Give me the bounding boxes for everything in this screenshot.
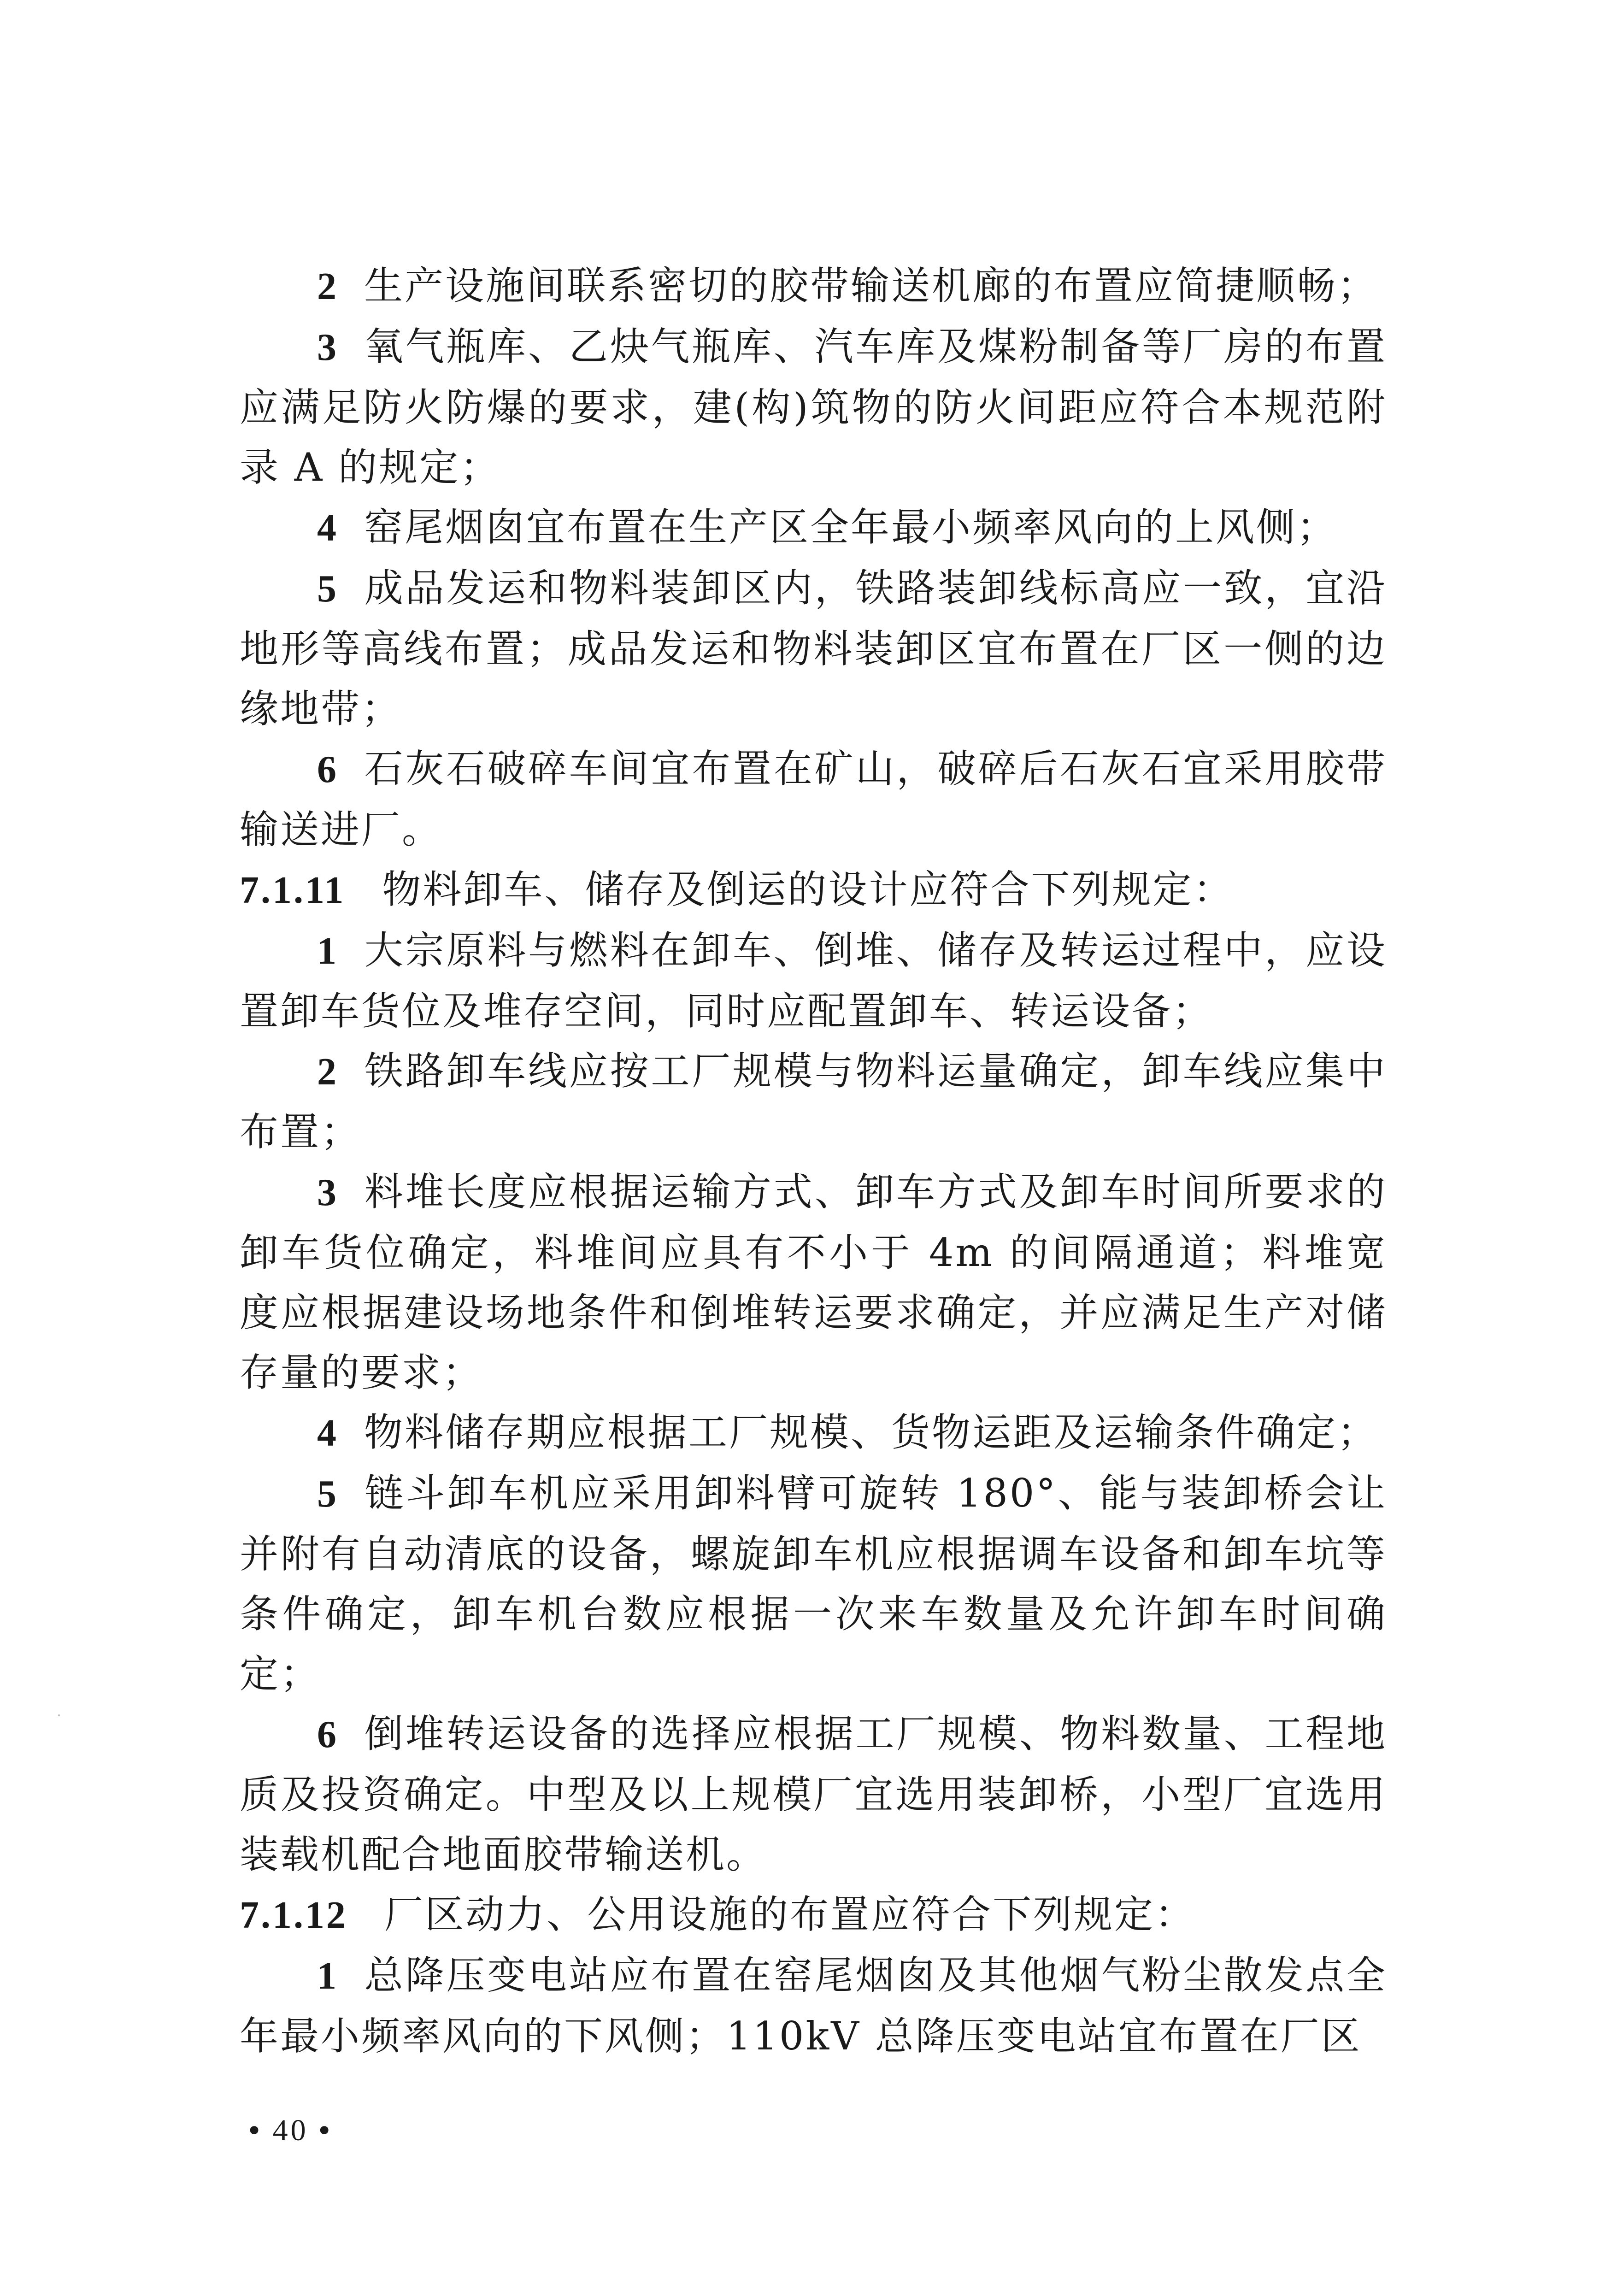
item-text: 成品发运和物料装卸区内，铁路装卸线标高应一致，宜沿地形等高线布置；成品发运和物料装卸区宜布置在厂区一侧的边缘地带； — [240, 565, 1387, 731]
item-number: 4 — [317, 506, 338, 549]
item-number: 4 — [317, 1412, 338, 1454]
item-text: 石灰石破碎车间宜布置在矿山，破碎后石灰石宜采用胶带输送进厂。 — [240, 746, 1387, 852]
clause-text: 物料卸车、储存及倒运的设计应符合下列规定： — [382, 867, 1234, 912]
list-item — [240, 256, 1387, 317]
page-number — [249, 2113, 332, 2148]
list-item — [240, 920, 1387, 1041]
item-text: 料堆长度应根据运输方式、卸车方式及卸车时间所要求的卸车货位确定，料堆间应具有不小于 4m 的间隔通道；料堆宽度应根据建设场地条件和倒堆转运要求确定，并应满足生产对储存量的要求； — [240, 1169, 1387, 1395]
list-item — [240, 1162, 1387, 1402]
clause-text: 厂区动力、公用设施的布置应符合下列规定： — [384, 1892, 1196, 1937]
list-item — [240, 1704, 1387, 1884]
item-text: 铁路卸车线应按工厂规模与物料运量确定，卸车线应集中布置； — [240, 1048, 1387, 1154]
clause-heading — [240, 1884, 1387, 1945]
list-item — [240, 1945, 1387, 2066]
list-item — [240, 1041, 1387, 1162]
item-number: 1 — [317, 1955, 338, 1997]
item-number: 5 — [317, 1472, 338, 1515]
list-item — [240, 558, 1387, 739]
item-text: 大宗原料与燃料在卸车、倒堆、储存及转运过程中，应设置卸车货位及堆存空间，同时应配置卸车、转运设备； — [240, 928, 1387, 1034]
item-text: 生产设施间联系密切的胶带输送机廊的布置应简捷顺畅； — [364, 263, 1378, 308]
item-text: 链斗卸车机应采用卸料臂可旋转 180°、能与装卸桥会让并附有自动清底的设备，螺旋卸车机应根据调车设备和卸车坑等条件确定，卸车机台数应根据一次来车数量及允许卸车时间确定； — [240, 1471, 1387, 1696]
item-text: 倒堆转运设备的选择应根据工厂规模、物料数量、工程地质及投资确定。中型及以上规模厂宜选用装卸桥，小型厂宜选用装载机配合地面胶带输送机。 — [240, 1711, 1387, 1877]
clause-number: 7.1.11 — [240, 869, 346, 912]
list-item — [240, 739, 1387, 860]
item-number: 6 — [317, 748, 338, 791]
item-number: 2 — [317, 1050, 338, 1093]
page-number-suffix: • — [319, 2113, 333, 2147]
item-number: 5 — [317, 567, 338, 610]
item-number: 3 — [317, 326, 338, 369]
body-text — [240, 256, 1387, 2066]
clause-number: 7.1.12 — [240, 1894, 347, 1937]
item-number: 3 — [317, 1171, 338, 1214]
item-text: 物料储存期应根据工厂规模、货物运距及运输条件确定； — [364, 1410, 1378, 1455]
item-number: 1 — [317, 930, 338, 972]
list-item — [240, 1402, 1387, 1463]
list-item — [240, 317, 1387, 497]
list-item — [240, 1463, 1387, 1704]
item-text: 氧气瓶库、乙炔气瓶库、汽车库及煤粉制备等厂房的布置应满足防火防爆的要求，建(构)筑物的防火间距应符合本规范附录 A 的规定； — [240, 324, 1387, 490]
item-text: 总降压变电站应布置在窑尾烟囱及其他烟气粉尘散发点全年最小频率风向的下风侧；110kV 总降压变电站宜布置在厂区 — [240, 1953, 1387, 2059]
page-number-prefix: • — [249, 2113, 263, 2147]
clause-heading — [240, 860, 1387, 920]
item-number: 6 — [317, 1713, 338, 1756]
item-number: 2 — [317, 265, 338, 308]
scan-speck — [58, 1714, 60, 1716]
page-number-value: 40 — [272, 2113, 309, 2147]
item-text: 窑尾烟囱宜布置在生产区全年最小频率风向的上风侧； — [364, 505, 1338, 550]
list-item — [240, 497, 1387, 558]
